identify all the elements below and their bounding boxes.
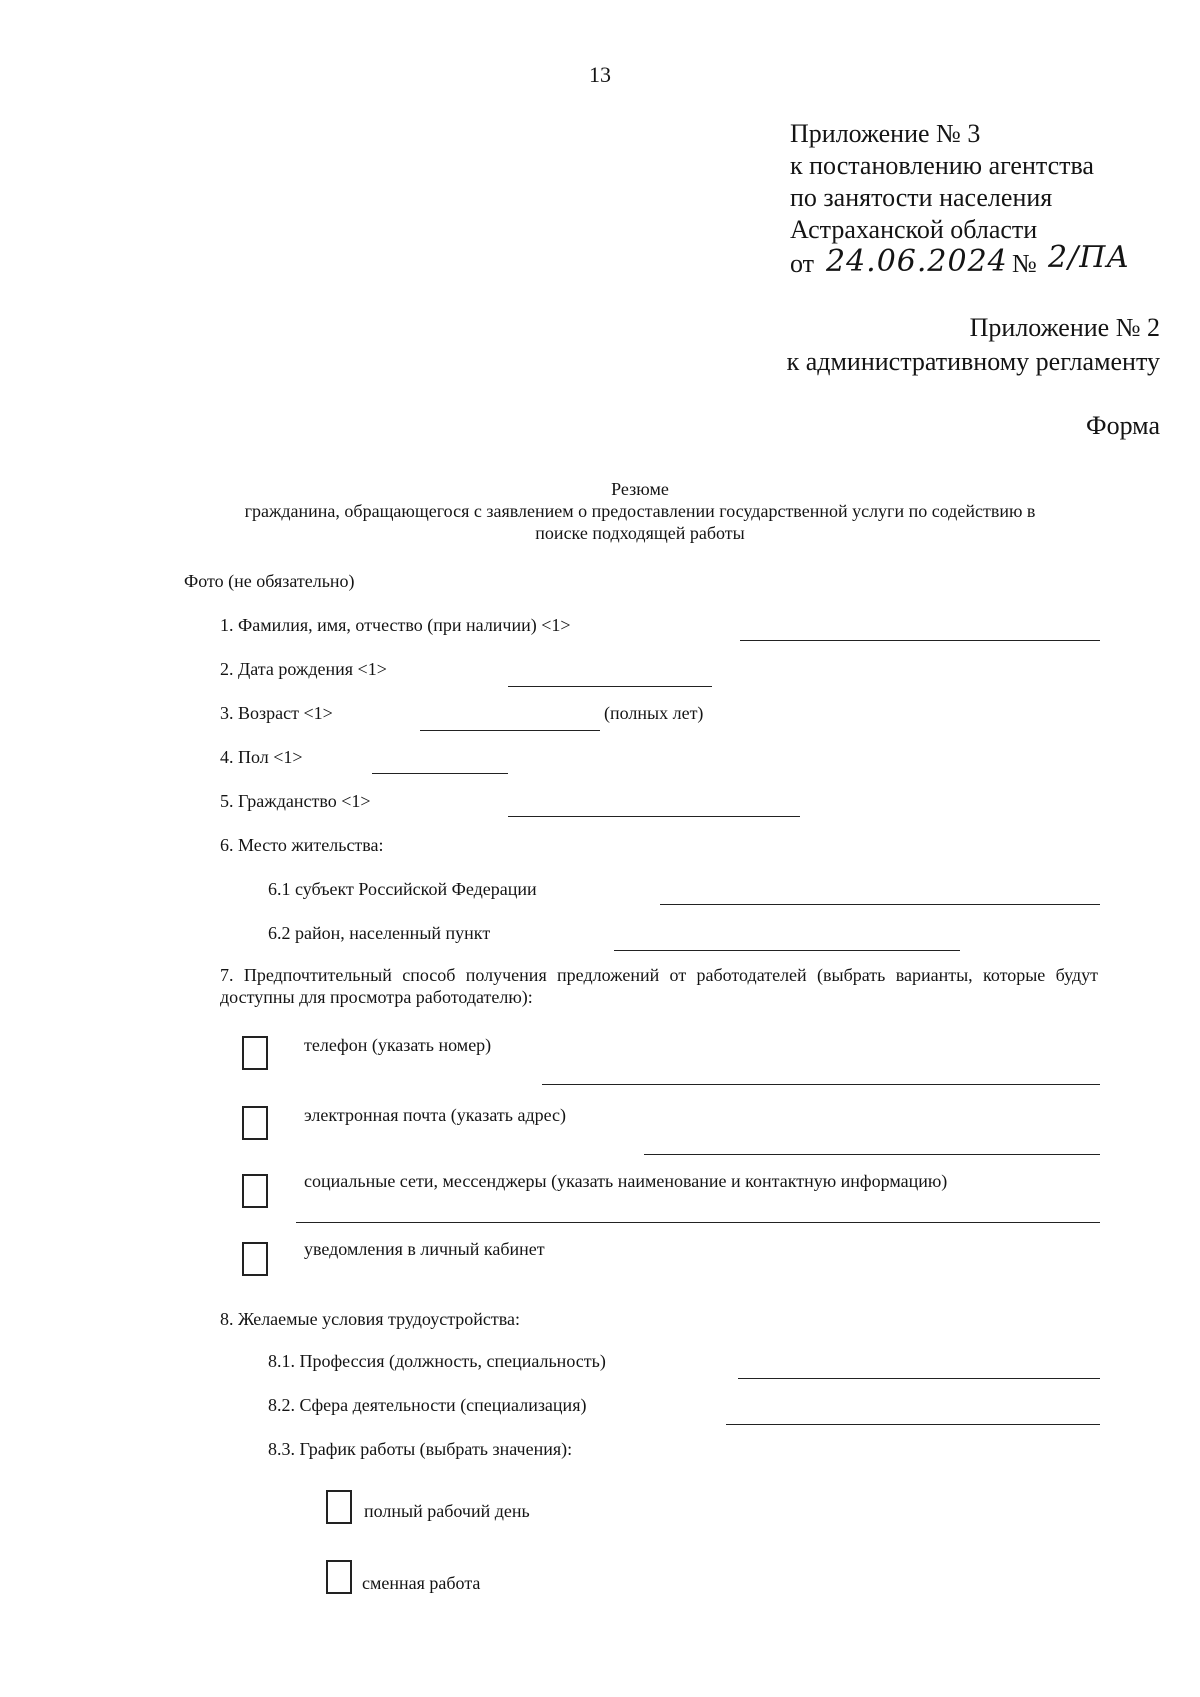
appendix3-line2: к постановлению агентства [790, 151, 1094, 180]
doc-subtitle-line2: поиске подходящей работы [535, 523, 745, 543]
option-phone-label: телефон (указать номер) [304, 1035, 492, 1055]
field-birth-date-line[interactable] [508, 686, 712, 687]
field-gender-line[interactable] [372, 773, 508, 774]
option-social-label: социальные сети, мессенджеры (указать наименование и контактную информацию) [304, 1171, 948, 1191]
field-profession-label: 8.1. Профессия (должность, специальность) [268, 1351, 606, 1371]
checkbox-shift-work[interactable] [326, 1560, 352, 1594]
checkbox-social[interactable] [242, 1174, 268, 1208]
field-social-line[interactable] [296, 1222, 1100, 1223]
appendix3-line3: по занятости населения [790, 183, 1053, 212]
checkbox-full-day[interactable] [326, 1490, 352, 1524]
option-email-label: электронная почта (указать адрес) [304, 1105, 567, 1125]
option-cabinet-label: уведомления в личный кабинет [304, 1239, 545, 1259]
field-full-name-line[interactable] [740, 640, 1100, 641]
field-activity-line[interactable] [726, 1424, 1100, 1425]
field-residence-label: 6. Место жительства: [220, 835, 384, 855]
appendix3-line4: Астраханской области [790, 215, 1038, 244]
field-region-line[interactable] [660, 904, 1100, 905]
appendix2-line2: к административному регламенту [786, 347, 1160, 376]
field-region-label: 6.1 субъект Российской Федерации [268, 879, 537, 899]
field-citizenship-label: 5. Гражданство <1> [220, 791, 371, 811]
option-shift-work-label: сменная работа [362, 1573, 481, 1593]
appendix3-date-prefix: от [790, 249, 815, 278]
doc-title: Резюме [611, 479, 669, 499]
checkbox-cabinet[interactable] [242, 1242, 268, 1276]
field-gender-label: 4. Пол <1> [220, 747, 303, 767]
checkbox-phone[interactable] [242, 1036, 268, 1070]
appendix3-title: Приложение № 3 [790, 119, 981, 148]
field-phone-line[interactable] [542, 1084, 1100, 1085]
form-label: Форма [1086, 411, 1160, 440]
field-age-label: 3. Возраст <1> [220, 703, 333, 723]
field-activity-label: 8.2. Сфера деятельности (специализация) [268, 1395, 587, 1415]
field-citizenship-line[interactable] [508, 816, 800, 817]
field-full-name-label: 1. Фамилия, имя, отчество (при наличии) <1> [220, 615, 571, 635]
field-contact-method-label: 7. Предпочтительный способ получения предложений от работодателей (выбрать варианты, которые будут доступны для просмотра работодателю): [220, 965, 1098, 1007]
field-schedule-label: 8.3. График работы (выбрать значения): [268, 1439, 573, 1459]
page-number: 13 [589, 62, 611, 87]
field-email-line[interactable] [644, 1154, 1100, 1155]
doc-subtitle-line1: гражданина, обращающегося с заявлением о предоставлении государственной услуги по содействию в [244, 501, 1036, 521]
photo-label: Фото (не обязательно) [184, 571, 355, 591]
appendix2-title: Приложение № 2 [969, 313, 1160, 342]
checkbox-email[interactable] [242, 1106, 268, 1140]
handwritten-number: 2/ПА [1048, 240, 1131, 275]
field-district-line[interactable] [614, 950, 960, 951]
appendix3-number-prefix: № [1012, 249, 1037, 278]
field-age-line[interactable] [420, 730, 600, 731]
field-birth-date-label: 2. Дата рождения <1> [220, 659, 387, 679]
field-age-suffix: (полных лет) [604, 703, 704, 723]
section8-title: 8. Желаемые условия трудоустройства: [220, 1309, 521, 1329]
field-district-label: 6.2 район, населенный пункт [268, 923, 491, 943]
field-profession-line[interactable] [738, 1378, 1100, 1379]
handwritten-date: 24.06.2024 [826, 244, 1008, 279]
option-full-day-label: полный рабочий день [364, 1501, 530, 1521]
